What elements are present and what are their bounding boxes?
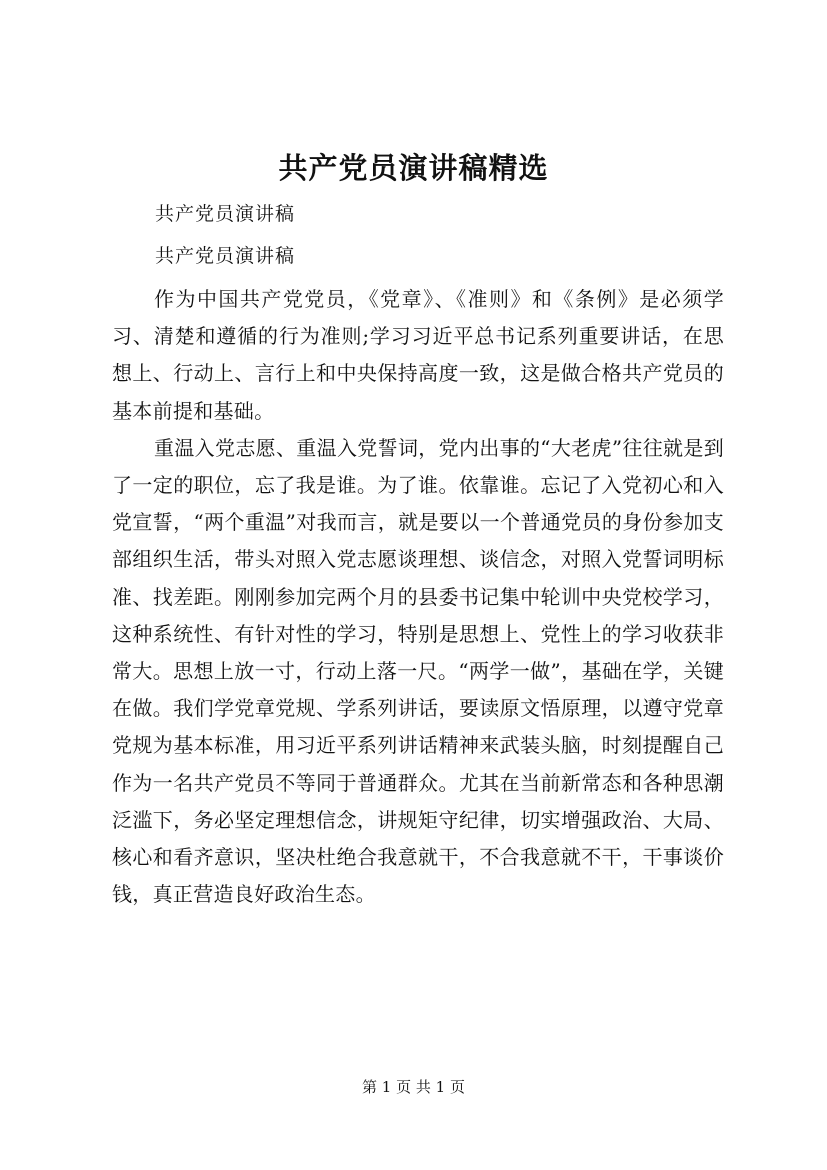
- document-body: [112, 281, 724, 913]
- page-footer: 第 1 页 共 1 页: [362, 1078, 465, 1096]
- body-paragraph-1: 作为中国共产党党员，《党章》、《准则》和《条例》是必须学习、清楚和遵循的行为准则;学习习近平总书记系列重要讲话，在思想上、行动上、言行上和中央保持高度一致，这是做合格共产党员的基本前提和基础。: [112, 287, 724, 423]
- document-subtitle-1: 共产党员演讲稿: [155, 203, 296, 225]
- body-paragraph-2: 重温入党志愿、重温入党誓词，党内出事的“大老虎”往往就是到了一定的职位，忘了我是谁。为了谁。依靠谁。忘记了入党初心和入党宣誓，“两个重温”对我而言，就是要以一个普通党员的身份参加支部组织生活，带头对照入党志愿谈理想、谈信念，对照入党誓词明标准、找差距。刚刚参加完两个月的县委书记集中轮训中央党校学习，这种系统性、有针对性的学习，特别是思想上、党性上的学习收获非常大。思想上放一寸，行动上落一尺。“两学一做”，基础在学，关键在做。我们学党章党规、学系列讲话，要读原文悟原理，以遵守党章党规为基本标准，用习近平系列讲话精神来武装头脑，时刻提醒自己作为一名共产党员不等同于普通群众。尤其在当前新常态和各种思潮泛滥下，务必坚定理想信念，讲规矩守纪律，切实增强政治、大局、核心和看齐意识，坚决杜绝合我意就干，不合我意就不干，干事谈价钱，真正营造良好政治生态。: [112, 435, 724, 907]
- document-subtitle-2: 共产党员演讲稿: [155, 245, 296, 267]
- document-title: 共产党员演讲稿精选: [278, 151, 549, 185]
